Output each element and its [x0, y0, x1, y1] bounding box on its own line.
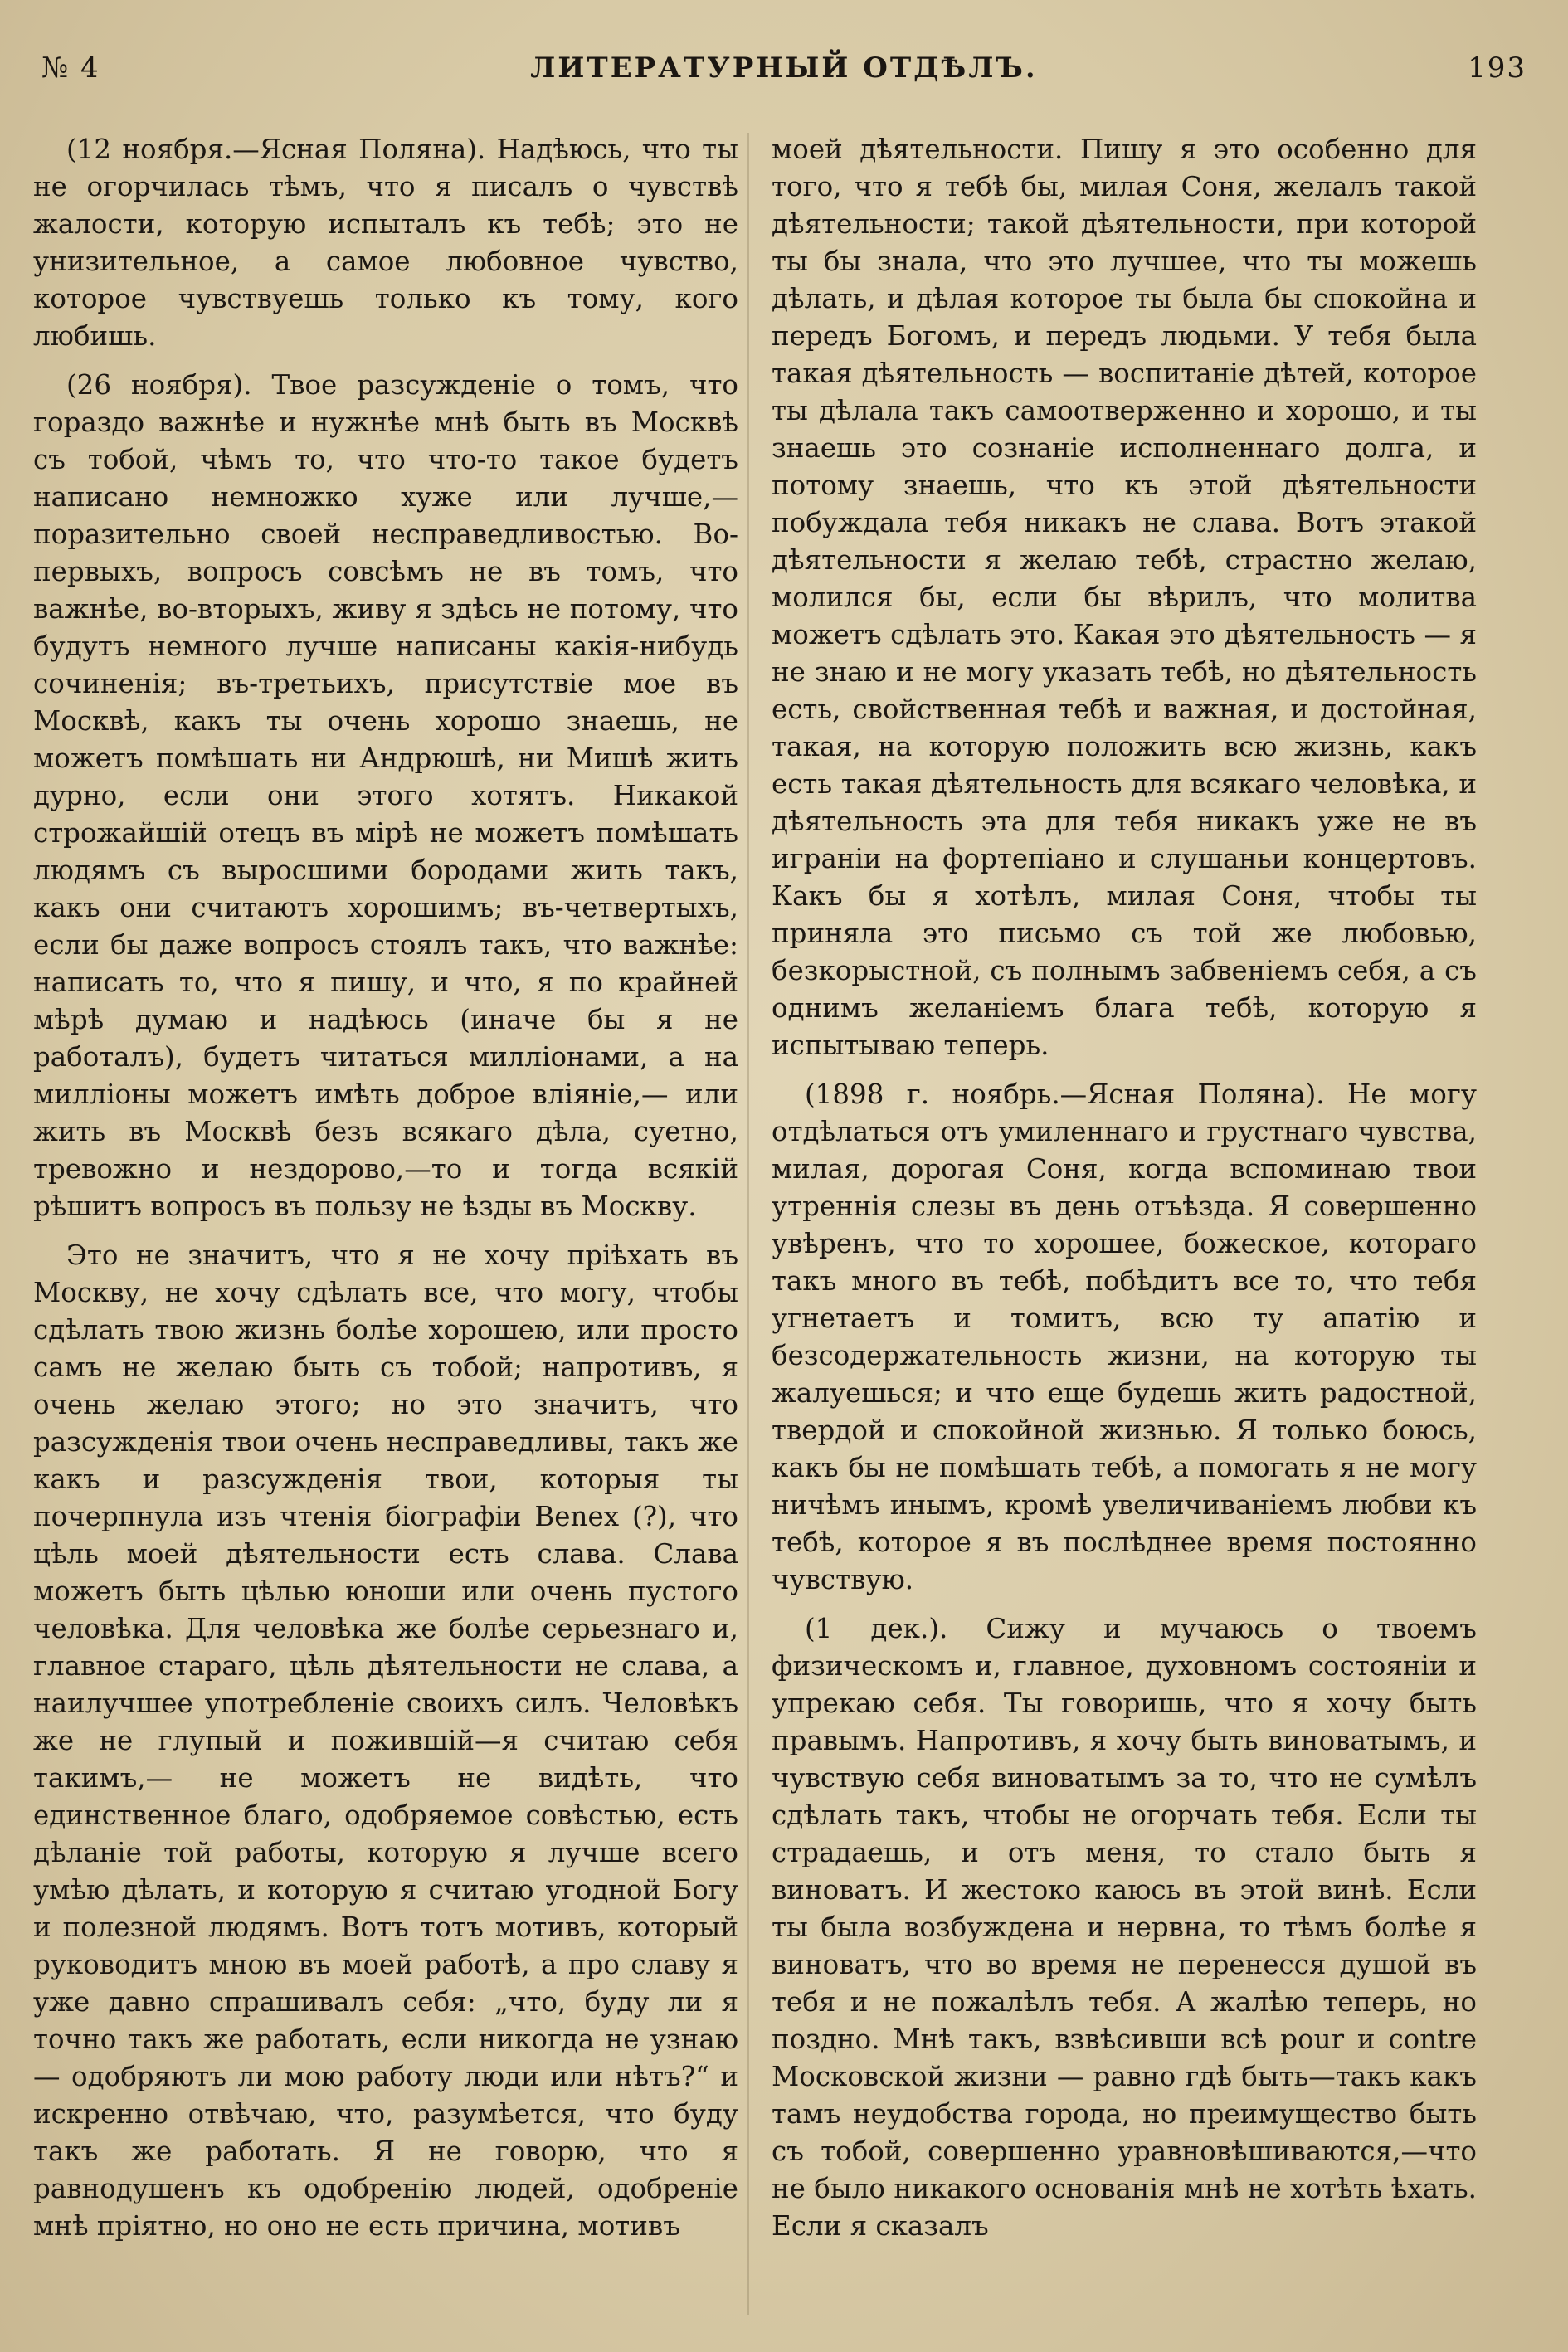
paragraph: моей дѣятельности. Пишу я это особенно для того, что я тебѣ бы, милая Соня, желалъ такой дѣятельности; такой дѣятельности, при которой ты бы знала, что это лучшее, что ты можешь дѣлать, и дѣлая которое ты была бы спокойна и передъ Богомъ, и передъ людьми. У тебя была такая дѣятельность — воспитаніе дѣтей, которое ты дѣлала такъ самоотверженно и хорошо, и ты знаешь это сознаніе исполненнаго долга, и потому знаешь, что къ этой дѣятельности побуждала тебя никакъ не слава. Вотъ этакой дѣятельности я желаю тебѣ, страстно желаю, молился бы, если бы вѣрилъ, что молитва можетъ сдѣлать это. Какая это дѣятельность — я не знаю и не могу указать тебѣ, но дѣятельность есть, свойственная тебѣ и важная, и достойная, такая, на которую положить всю жизнь, какъ есть такая дѣятельность для всякаго человѣка, и дѣятельность эта для тебя никакъ уже не въ игранiи на фортепіано и слушаньи концертовъ. Какъ бы я хотѣлъ, милая Соня, чтобы ты приняла это письмо съ той же любовью, безкорыстной, съ полнымъ забвеніемъ себя, а съ однимъ желаніемъ блага тебѣ, которую я испытываю теперь.	[772, 134, 1477, 1061]
left-column	[33, 131, 738, 2321]
paragraph: (1 дек.). Сижу и мучаюсь о твоемъ физическомъ и, главное, духовномъ состояніи и упрекаю себя. Ты говоришь, что я хочу быть правымъ. Напротивъ, я хочу быть виноватымъ, и чувствую себя виноватымъ за то, что не сумѣлъ сдѣлать такъ, чтобы не огорчать тебя. Если ты страдаешь, и отъ меня, то стало быть я виноватъ. И жестоко каюсь въ этой винѣ. Если ты была возбуждена и нервна, то тѣмъ болѣе я виноватъ, что во время не перенесся душой въ тебя и не пожалѣлъ тебя. А жалѣю теперь, но поздно. Мнѣ такъ, взвѣсивши всѣ pour и contre Московской жизни — равно гдѣ быть—такъ какъ тамъ неудобства города, но преимущество быть съ тобой, совершенно уравновѣшиваются,—что не было никакого основанія мнѣ не хотѣть ѣхать. Если я сказалъ	[772, 1613, 1477, 2242]
page-header	[41, 33, 1527, 91]
issue-number: № 4	[41, 51, 100, 85]
section-title: ЛИТЕРАТУРНЫЙ ОТДѢЛЪ.	[530, 51, 1038, 85]
column-divider	[747, 133, 749, 2315]
paragraph: (1898 г. ноябрь.—Ясная Поляна). Не могу отдѣлаться отъ умиленнаго и грустнаго чувства, милая, дорогая Соня, когда вспоминаю твои утреннія слезы въ день отъѣзда. Я совершенно увѣренъ, что то хорошее, божеское, котораго такъ много въ тебѣ, побѣдитъ все то, что тебя угнетаетъ и томитъ, всю ту апатію и безсодержательность жизни, на которую ты жалуешься; и что еще будешь жить радостной, твердой и спокойной жизнью. Я только боюсь, какъ бы не помѣшать тебѣ, а помогать я не могу ничѣмъ инымъ, кромѣ увеличиваніемъ любви къ тебѣ, которое я въ послѣднее время постоянно чувствую.	[772, 1079, 1477, 1595]
paragraph: (26 ноября). Твое разсужденіе о томъ, что гораздо важнѣе и нужнѣе мнѣ быть въ Москвѣ съ тобой, чѣмъ то, что что-то такое будетъ написано немножко хуже или лучше,— поразительно своей несправедливостью. Во-первыхъ, вопросъ совсѣмъ не въ томъ, что важнѣе, во-вторыхъ, живу я здѣсь не потому, что будутъ немного лучше написаны какія-нибудь сочиненія; въ-третьихъ, присутствіе мое въ Москвѣ, какъ ты очень хорошо знаешь, не можетъ помѣшать ни Андрюшѣ, ни Мишѣ жить дурно, если они этого хотятъ. Никакой строжайшій отецъ въ мірѣ не можетъ помѣшать людямъ съ выросшими бородами жить такъ, какъ они считаютъ хорошимъ; въ-четвертыхъ, если бы даже вопросъ стоялъ такъ, что важнѣе: написать то, что я пишу, и что, я по крайней мѣрѣ думаю и надѣюсь (иначе бы я не работалъ), будетъ читаться милліонами, а на милліоны можетъ имѣть доброе вліяніе,— или жить въ Москвѣ безъ всякаго дѣла, суетно, тревожно и нездорово,—то и тогда всякій рѣшитъ вопросъ въ пользу не ѣзды въ Москву.	[33, 369, 738, 1222]
paragraph: (12 ноября.—Ясная Поляна). Надѣюсь, что ты не огорчилась тѣмъ, что я писалъ о чувствѣ жалости, которую испыталъ къ тебѣ; это не унизительное, а самое любовное чувство, которое чувствуешь только къ тому, кого любишь.	[33, 134, 738, 352]
paragraph: Это не значитъ, что я не хочу пріѣхать въ Москву, не хочу сдѣлать все, что могу, чтобы сдѣлать твою жизнь болѣе хорошею, или просто самъ не желаю быть съ тобой; напротивъ, я очень желаю этого; но это значитъ, что разсужденія твои очень несправедливы, такъ же какъ и разсужденія твои, которыя ты почерпнула изъ чтенія біографіи Benex (?), что цѣль моей дѣятельности есть слава. Слава можетъ быть цѣлью юноши или очень пустого человѣка. Для человѣка же болѣе серьезнаго и, главное стараго, цѣль дѣятельности не слава, а наилучшее употребленіе своихъ силъ. Человѣкъ же не глупый и пожившій—я считаю себя такимъ,— не можетъ не видѣть, что единственное благо, одобряемое совѣстью, есть дѣланіе той работы, которую я лучше всего умѣю дѣлать, и которую я считаю угодной Богу и полезной людямъ. Вотъ тотъ мотивъ, который руководитъ мною въ моей работѣ, а про славу я уже давно спрашивалъ себя: „что, буду ли я точно такъ же работать, если никогда не узнаю — одобряютъ ли мою работу люди или нѣтъ?“ и искренно отвѣчаю, что, разумѣется, что буду такъ же работать. Я не говорю, что я равнодушенъ къ одобренію людей, одобреніе мнѣ пріятно, но оно не есть причина, мотивъ	[33, 1239, 738, 2242]
page-number: 193	[1468, 51, 1527, 85]
right-column	[772, 131, 1477, 2321]
